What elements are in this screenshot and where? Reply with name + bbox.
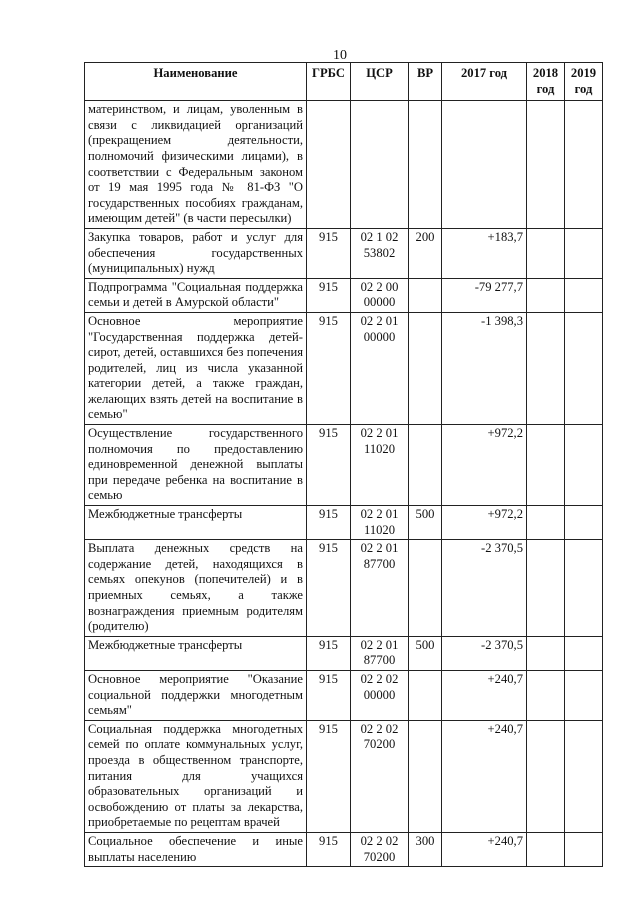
cell-grbs: 915 bbox=[307, 720, 351, 832]
cell-2018 bbox=[527, 720, 565, 832]
cell-csr: 02 2 02 00000 bbox=[351, 670, 409, 720]
table-row bbox=[85, 832, 603, 866]
cell-2017: -2 370,5 bbox=[442, 636, 527, 670]
cell-grbs: 915 bbox=[307, 540, 351, 637]
table-row bbox=[85, 506, 603, 540]
cell-name: Основное мероприятие "Оказание социальной поддержки многодетным семьям" bbox=[85, 670, 307, 720]
cell-2017: -1 398,3 bbox=[442, 312, 527, 424]
cell-name: Социальная поддержка многодетных семей по оплате коммунальных услуг, проезда в общественном транспорте, питания для учащихся образовательных организаций и освобождению от платы за лекарства, приобретаемые по рецептам врачей bbox=[85, 720, 307, 832]
cell-csr: 02 2 01 11020 bbox=[351, 506, 409, 540]
header-name: Наименование bbox=[85, 63, 307, 101]
cell-csr: 02 2 02 70200 bbox=[351, 832, 409, 866]
cell-2019 bbox=[565, 228, 603, 278]
cell-2018 bbox=[527, 540, 565, 637]
table-row bbox=[85, 670, 603, 720]
cell-2018 bbox=[527, 228, 565, 278]
table-body bbox=[85, 101, 603, 867]
cell-name: Осуществление государственного полномочия по предоставлению единовременной денежной выплаты при передаче ребенка на воспитание в семью bbox=[85, 425, 307, 506]
cell-vr bbox=[409, 540, 442, 637]
cell-2017: +972,2 bbox=[442, 506, 527, 540]
header-2017: 2017 год bbox=[442, 63, 527, 101]
cell-2017: -79 277,7 bbox=[442, 278, 527, 312]
cell-vr bbox=[409, 278, 442, 312]
cell-2017: +240,7 bbox=[442, 832, 527, 866]
cell-vr bbox=[409, 720, 442, 832]
cell-csr: 02 2 02 70200 bbox=[351, 720, 409, 832]
cell-grbs: 915 bbox=[307, 506, 351, 540]
cell-name: Межбюджетные трансферты bbox=[85, 506, 307, 540]
cell-2019 bbox=[565, 278, 603, 312]
cell-2019 bbox=[565, 425, 603, 506]
cell-2018 bbox=[527, 636, 565, 670]
cell-2018 bbox=[527, 312, 565, 424]
cell-vr: 500 bbox=[409, 506, 442, 540]
cell-2019 bbox=[565, 540, 603, 637]
cell-csr: 02 2 01 87700 bbox=[351, 540, 409, 637]
cell-name: Подпрограмма "Социальная поддержка семьи и детей в Амурской области" bbox=[85, 278, 307, 312]
cell-csr: 02 2 01 11020 bbox=[351, 425, 409, 506]
header-2018: 2018 год bbox=[527, 63, 565, 101]
margin-line bbox=[84, 820, 85, 852]
cell-2017: +240,7 bbox=[442, 720, 527, 832]
cell-grbs: 915 bbox=[307, 228, 351, 278]
cell-grbs: 915 bbox=[307, 278, 351, 312]
cell-2019 bbox=[565, 720, 603, 832]
cell-grbs: 915 bbox=[307, 832, 351, 866]
cell-name: Закупка товаров, работ и услуг для обеспечения государственных (муниципальных) нужд bbox=[85, 228, 307, 278]
cell-2017: -2 370,5 bbox=[442, 540, 527, 637]
header-vr: ВР bbox=[409, 63, 442, 101]
table-row bbox=[85, 636, 603, 670]
cell-name: материнством, и лицам, уволенным в связи с ликвидацией организаций (прекращением деятельности, полномочий физическими лицами), в соответствии с Федеральным законом от 19 мая 1995 года № 81-ФЗ "О государственных пособиях гражданам, имеющим детей" (в части пересылки) bbox=[85, 101, 307, 229]
cell-grbs: 915 bbox=[307, 670, 351, 720]
table-row bbox=[85, 312, 603, 424]
cell-vr: 200 bbox=[409, 228, 442, 278]
table-row bbox=[85, 425, 603, 506]
table-row bbox=[85, 228, 603, 278]
table-row bbox=[85, 720, 603, 832]
cell-vr bbox=[409, 670, 442, 720]
header-grbs: ГРБС bbox=[307, 63, 351, 101]
cell-name: Социальное обеспечение и иные выплаты населению bbox=[85, 832, 307, 866]
cell-csr: 02 2 01 00000 bbox=[351, 312, 409, 424]
budget-table bbox=[84, 62, 603, 867]
cell-2017: +183,7 bbox=[442, 228, 527, 278]
cell-2019 bbox=[565, 670, 603, 720]
cell-grbs bbox=[307, 101, 351, 229]
cell-name: Основное мероприятие "Государственная поддержка детей-сирот, детей, оставшихся без попечения родителей, лиц из числа указанной категории детей, а также граждан, желающих взять детей на воспитание в семью" bbox=[85, 312, 307, 424]
cell-csr: 02 1 02 53802 bbox=[351, 228, 409, 278]
cell-name: Выплата денежных средств на содержание детей, находящихся в семьях опекунов (попечителей) и в приемных семьях, а также вознаграждения приемным родителям (родителю) bbox=[85, 540, 307, 637]
cell-2018 bbox=[527, 425, 565, 506]
cell-grbs: 915 bbox=[307, 312, 351, 424]
table-row bbox=[85, 101, 603, 229]
cell-vr: 300 bbox=[409, 832, 442, 866]
cell-2018 bbox=[527, 278, 565, 312]
table-row bbox=[85, 540, 603, 637]
cell-2017: +240,7 bbox=[442, 670, 527, 720]
cell-vr bbox=[409, 101, 442, 229]
cell-name: Межбюджетные трансферты bbox=[85, 636, 307, 670]
table-header-row bbox=[85, 63, 603, 101]
table-row bbox=[85, 278, 603, 312]
cell-2017 bbox=[442, 101, 527, 229]
cell-vr: 500 bbox=[409, 636, 442, 670]
cell-vr bbox=[409, 425, 442, 506]
cell-csr: 02 2 00 00000 bbox=[351, 278, 409, 312]
cell-2019 bbox=[565, 101, 603, 229]
cell-2017: +972,2 bbox=[442, 425, 527, 506]
cell-grbs: 915 bbox=[307, 425, 351, 506]
cell-2018 bbox=[527, 101, 565, 229]
cell-2018 bbox=[527, 506, 565, 540]
cell-vr bbox=[409, 312, 442, 424]
cell-grbs: 915 bbox=[307, 636, 351, 670]
cell-2019 bbox=[565, 636, 603, 670]
cell-csr: 02 2 01 87700 bbox=[351, 636, 409, 670]
cell-2018 bbox=[527, 832, 565, 866]
cell-2019 bbox=[565, 506, 603, 540]
header-2019: 2019 год bbox=[565, 63, 603, 101]
cell-csr bbox=[351, 101, 409, 229]
page-number: 10 bbox=[333, 48, 347, 63]
cell-2019 bbox=[565, 832, 603, 866]
cell-2019 bbox=[565, 312, 603, 424]
header-csr: ЦСР bbox=[351, 63, 409, 101]
cell-2018 bbox=[527, 670, 565, 720]
